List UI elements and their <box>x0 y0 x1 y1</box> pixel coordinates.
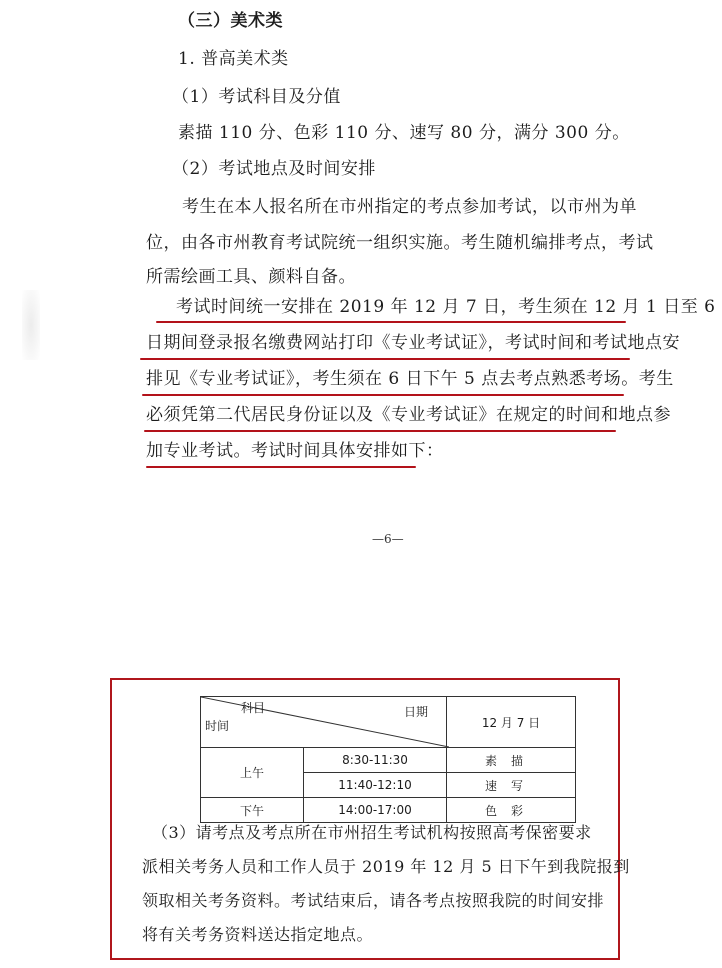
time-cell: 11:40-12:10 <box>304 773 447 798</box>
highlight-underline <box>140 358 630 360</box>
highlight-underline <box>144 430 616 432</box>
subject-cell: 速写 <box>447 773 576 798</box>
period-cell: 上午 <box>201 748 304 798</box>
para2-line: 必须凭第二代居民身份证以及《专业考试证》在规定的时间和地点参 <box>146 405 671 425</box>
item1-text: 素描 110 分、色彩 110 分、速写 80 分，满分 300 分。 <box>178 123 630 143</box>
highlight-underline <box>156 321 626 323</box>
para1-line: 位，由各市州教育考试院统一组织实施。考生随机编排考点，考试 <box>146 233 654 253</box>
table-header-diagonal <box>201 697 447 748</box>
sub-heading: 1. 普高美术类 <box>178 49 289 69</box>
para2-line: 考试时间统一安排在 2019 年 12 月 7 日，考生须在 12 月 1 日至 6 <box>176 297 716 317</box>
subject-cell: 素描 <box>447 748 576 773</box>
time-cell: 8:30-11:30 <box>304 748 447 773</box>
period-cell: 下午 <box>201 798 304 823</box>
exam-schedule-table <box>200 696 576 823</box>
page-number: —6— <box>372 532 404 546</box>
para1-line: 考生在本人报名所在市州指定的考点参加考试，以市州为单 <box>182 197 637 217</box>
item3-line: 领取相关考务资料。考试结束后，请各考点按照我院的时间安排 <box>142 891 605 910</box>
highlight-underline <box>142 394 624 396</box>
item3-line: 派相关考务人员和工作人员于 2019 年 12 月 5 日下午到我院报到 <box>142 857 630 876</box>
para1-line: 所需绘画工具、颜料自备。 <box>146 267 356 287</box>
item1-heading: （1）考试科目及分值 <box>172 87 341 107</box>
header-time: 时间 <box>205 719 230 733</box>
highlight-box <box>110 678 630 960</box>
table-row <box>201 748 576 773</box>
item2-heading: （2）考试地点及时间安排 <box>172 159 376 179</box>
item3-line: （3）请考点及考点所在市州招生考试机构按照高考保密要求 <box>152 823 592 842</box>
header-date: 日期 <box>403 705 428 719</box>
header-subject: 科目 <box>241 701 266 715</box>
para2-line: 排见《专业考试证》，考生须在 6 日下午 5 点去考点熟悉考场。考生 <box>146 369 674 389</box>
section-heading: （三）美术类 <box>178 11 283 31</box>
item3-line: 将有关考务资料送达指定地点。 <box>142 925 374 944</box>
para2-line: 加专业考试。考试时间具体安排如下： <box>146 441 444 461</box>
time-cell: 14:00-17:00 <box>304 798 447 823</box>
para2-line: 日期间登录报名缴费网站打印《专业考试证》，考试时间和考试地点安 <box>146 333 680 353</box>
scan-shadow <box>22 290 40 360</box>
header-date-value: 12 月 7 日 <box>447 697 576 748</box>
highlight-underline <box>146 466 416 468</box>
table-row <box>201 798 576 823</box>
subject-cell: 色彩 <box>447 798 576 823</box>
